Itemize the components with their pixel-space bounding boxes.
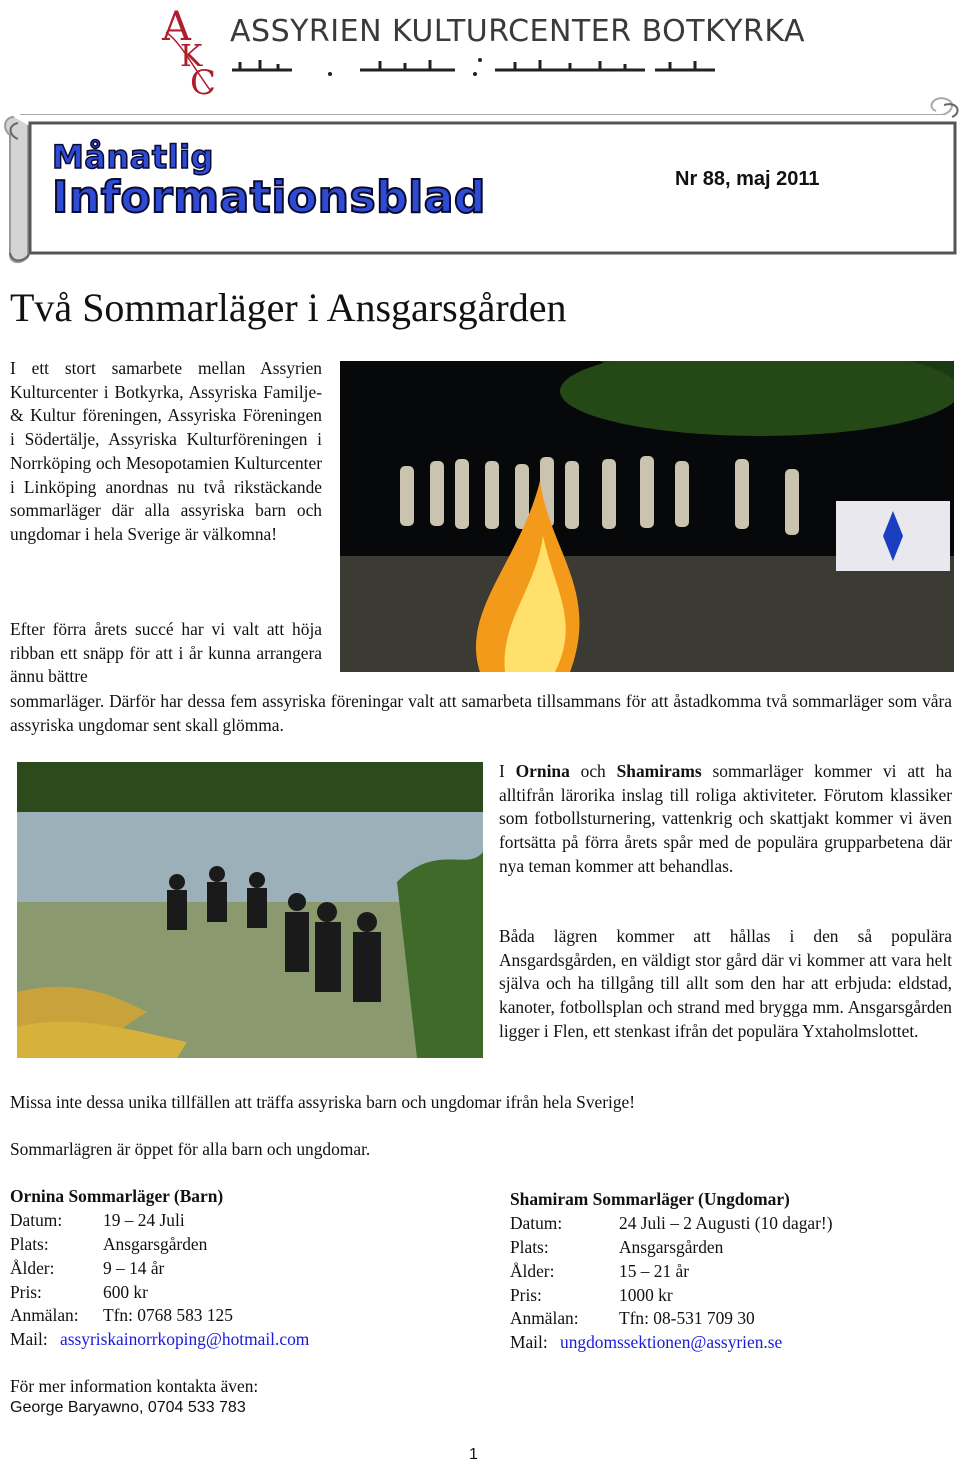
shamiram-signup-label: Anmälan:: [510, 1308, 579, 1328]
ornina-age-label: Ålder:: [10, 1258, 55, 1278]
paragraph-4: Båda lägren kommer att hållas i den så populära Ansgardsgården, en väldigt stor gård där vi kommer att vara helt själva och ha tillgång till allt som den har att erbjuda: eldstad, kanoter, fotbollsplan och strand med brygga mm. Ansgarsgården ligger i Flen, ett stenkast ifrån det populära Yxtaholmslottet.: [499, 926, 952, 1041]
ornina-heading: Ornina Sommarläger (Barn): [10, 1186, 224, 1206]
ornina-date-value: 19 – 24 Juli: [103, 1210, 185, 1230]
shamiram-signup-value: Tfn: 08-531 709 30: [619, 1308, 755, 1328]
shamiram-place-value: Ansgarsgården: [619, 1237, 724, 1257]
para3-mid: och: [569, 761, 617, 781]
shamirams-bold: Shamirams: [616, 761, 702, 781]
syriac-script-logo: [230, 56, 720, 78]
shamiram-price-label: Pris:: [510, 1285, 542, 1305]
page-number: 1: [469, 1446, 478, 1463]
svg-text:C: C: [190, 63, 217, 97]
shamiram-mail-label: Mail:: [510, 1332, 548, 1352]
shamiram-date-label: Datum:: [510, 1213, 563, 1233]
ornina-mail-label: Mail:: [10, 1329, 48, 1349]
contact-person: George Baryawno, 0704 533 783: [10, 1399, 246, 1416]
paragraph-2-start: Efter förra årets succé har vi valt att höja ribban ett snäpp för att i år kunna arrangera ännu bättre: [10, 619, 322, 687]
more-info-label: För mer information kontakta även:: [10, 1376, 259, 1396]
shamiram-price-value: 1000 kr: [619, 1285, 673, 1305]
svg-text:A: A: [162, 4, 191, 50]
paragraph-2-end: sommarläger. Därför har dessa fem assyriska föreningar valt att samarbeta tillsammans för att åstadkomma två sommarläger som våra assyriska ungdomar sent skall glömma.: [10, 691, 952, 735]
lake-group-photo: [17, 762, 483, 1058]
open-for-all-line: Sommarlägren är öppet för alla barn och ungdomar.: [10, 1139, 371, 1159]
ornina-date-label: Datum:: [10, 1210, 63, 1230]
ornina-place-label: Plats:: [10, 1234, 49, 1254]
banner-title-monthly: Månatlig: [52, 138, 214, 176]
para3-rest: sommarläger kommer vi att ha alltifrån lärorika inslag till roliga aktiviteter. Förutom klassiker som fotbollsturnering, vattenkrig och skattjakt kommer vi även fortsätta på förra årets spår med de populära grupparbetena där nya teman kommer att behandlas.: [499, 761, 952, 876]
org-name: ASSYRIEN KULTURCENTER BOTKYRKA: [230, 14, 806, 49]
ornina-signup-label: Anmälan:: [10, 1305, 79, 1325]
shamiram-place-label: Plats:: [510, 1237, 549, 1257]
ornina-place-value: Ansgarsgården: [103, 1234, 208, 1254]
shamiram-date-value: 24 Juli – 2 Augusti (10 dagar!): [619, 1213, 833, 1233]
akc-logo: [160, 2, 220, 97]
miss-not-line: Missa inte dessa unika tillfällen att träffa assyriska barn och ungdomar ifrån hela Sverige!: [10, 1092, 636, 1112]
ornina-price-label: Pris:: [10, 1282, 42, 1302]
ornina-camp-info: [10, 1186, 470, 1356]
ornina-age-value: 9 – 14 år: [103, 1258, 165, 1278]
issue-number: Nr 88, maj 2011: [675, 168, 820, 190]
paragraph-3: [499, 760, 952, 879]
campfire-dance-photo: [340, 361, 954, 672]
ornina-bold: Ornina: [515, 761, 570, 781]
para3-prefix: I: [499, 761, 516, 781]
shamiram-age-label: Ålder:: [510, 1261, 555, 1281]
shamiram-mail-link[interactable]: ungdomssektionen@assyrien.se: [560, 1332, 783, 1352]
shamiram-heading: Shamiram Sommarläger (Ungdomar): [510, 1189, 790, 1209]
article-title: Två Sommarläger i Ansgarsgården: [10, 285, 567, 330]
ornina-signup-value: Tfn: 0768 583 125: [103, 1305, 233, 1325]
shamiram-age-value: 15 – 21 år: [619, 1261, 690, 1281]
svg-text:K: K: [180, 39, 203, 74]
ornina-price-value: 600 kr: [103, 1282, 148, 1302]
intro-paragraph: I ett stort samarbete mellan Assyrien Kulturcenter i Botkyrka, Assyriska Familje- & Kultur föreningen, Assyriska Föreningen i Södertälje, Assyriska Kulturföreningen i Norrköping och Mesopotamien Kulturcenter i Linköping anordnas nu två rikstäckande sommarläger där alla assyriska barn och ungdomar i hela Sverige är välkomna!: [10, 358, 322, 544]
banner-title-newsletter: Informationsblad: [52, 172, 486, 223]
shamiram-camp-info: [510, 1189, 955, 1359]
ornina-mail-link[interactable]: assyriskainorrkoping@hotmail.com: [60, 1329, 310, 1349]
